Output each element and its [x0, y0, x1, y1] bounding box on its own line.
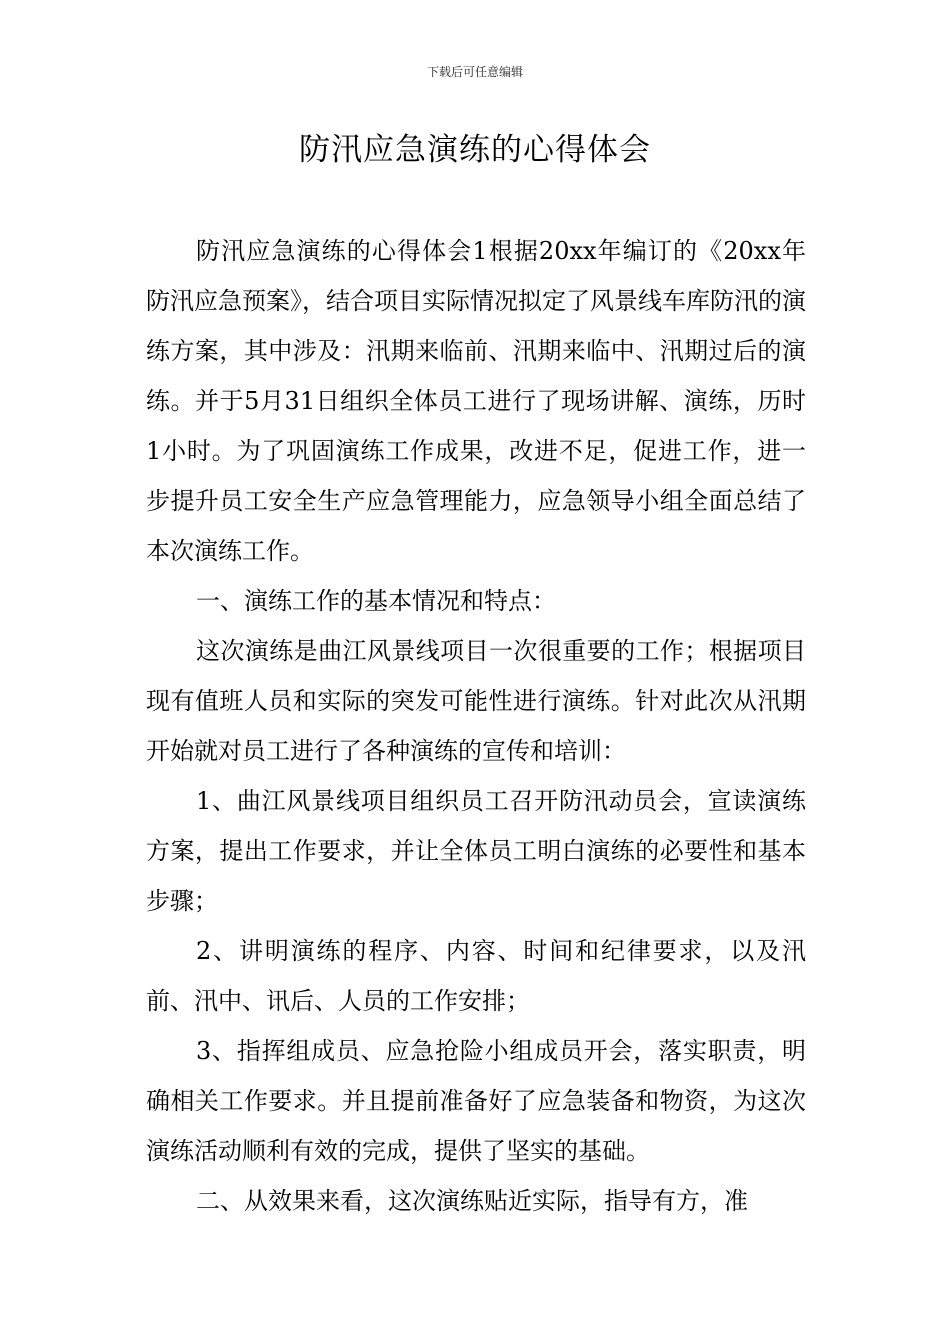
paragraph-item-3: 3、指挥组成员、应急抢险小组成员开会，落实职责，明确相关工作要求。并且提前准备好了应急装备和物资，为这次演练活动顺利有效的完成，提供了坚实的基础。: [146, 1037, 806, 1165]
paragraph-item-2: 2、讲明演练的程序、内容、时间和纪律要求，以及汛前、汛中、讯后、人员的工作安排；: [146, 937, 806, 1015]
paragraph-item-1: 1、曲江风景线项目组织员工召开防汛动员会，宣读演练方案，提出工作要求，并让全体员工明白演练的必要性和基本步骤；: [146, 787, 806, 915]
document-title: 防汛应急演练的心得体会: [299, 132, 651, 168]
paragraph-section-one-heading: 一、演练工作的基本情况和特点：: [196, 587, 556, 615]
document-body: [146, 226, 806, 1226]
paragraph-intro: 防汛应急演练的心得体会1根据20xx年编订的《20xx年防汛应急预案》，结合项目实际情况拟定了风景线车库防汛的演练方案，其中涉及：汛期来临前、汛期来临中、汛期过后的演练。并于5月31日组织全体员工进行了现场讲解、演练，历时1小时。为了巩固演练工作成果，改进不足，促进工作，进一步提升员工安全生产应急管理能力，应急领导小组全面总结了本次演练工作。: [146, 237, 806, 565]
page-header-note: 下载后可任意编辑: [426, 65, 523, 79]
paragraph-section-one-body: 这次演练是曲江风景线项目一次很重要的工作；根据项目现有值班人员和实际的突发可能性进行演练。针对此次从汛期开始就对员工进行了各种演练的宣传和培训：: [146, 637, 806, 765]
paragraph-section-two-start: 二、从效果来看，这次演练贴近实际，指导有方，准: [196, 1187, 748, 1215]
